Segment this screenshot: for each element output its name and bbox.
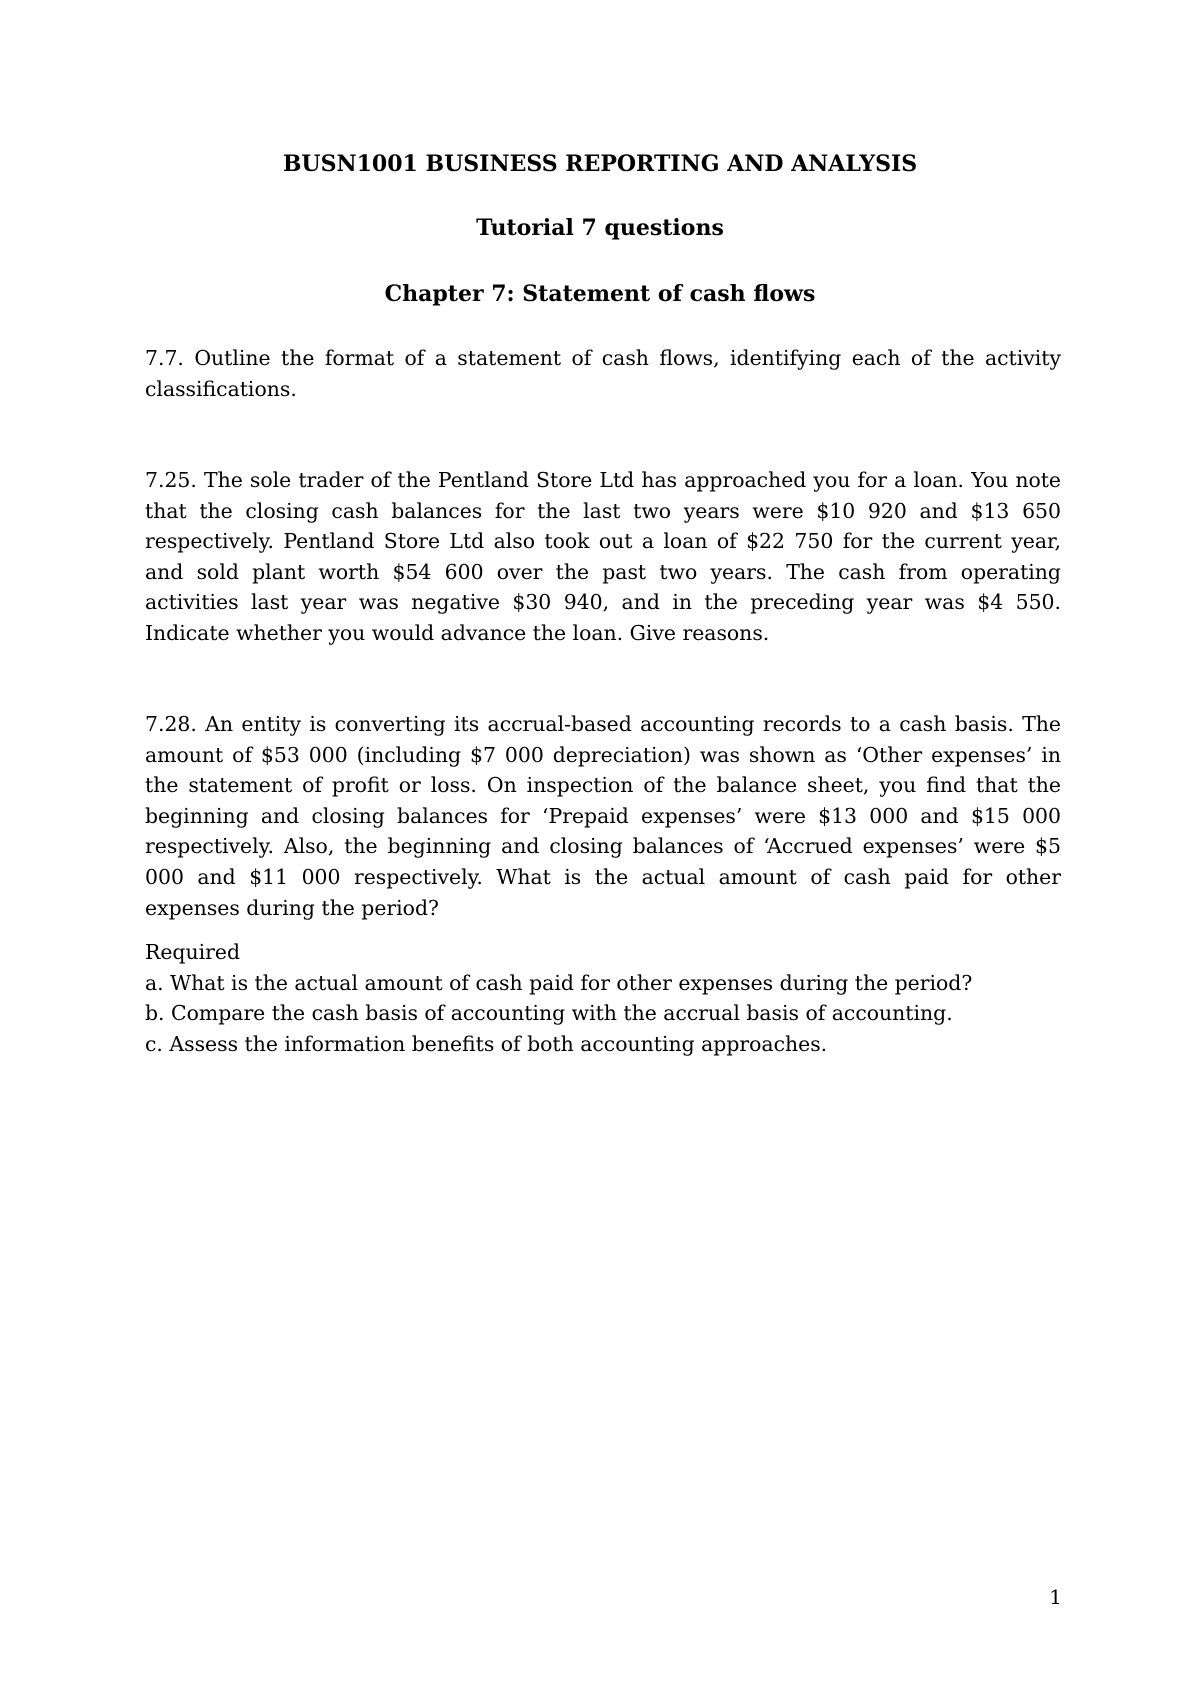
tutorial-title: Tutorial 7 questions (476, 215, 724, 241)
question-7-7: 7.7. Outline the format of a statement of cash flows, identifying each of the activity classifications. (145, 346, 1061, 401)
page-number: 1 (1049, 1585, 1062, 1609)
required-label: Required (145, 940, 240, 964)
required-section (145, 937, 1061, 1059)
required-item-a: a. What is the actual amount of cash paid for other expenses during the period? (145, 970, 973, 995)
question-7-25: 7.25. The sole trader of the Pentland Store Ltd has approached you for a loan. You note that the closing cash balances for the last two years were $10 920 and $13 650 respectively. Pentland Store Ltd also took out a loan of $22 750 for the current year, and sold plant worth $54 600 over the past two years. The cash from operating activities last year was negative $30 940, and in the preceding year was $4 550. Indicate whether you would advance the loan. Give reasons. (145, 468, 1061, 645)
question-7-28: 7.28. An entity is converting its accrual-based accounting records to a cash basis. The amount of $53 000 (including $7 000 depreciation) was shown as ‘Other expenses’ in the statement of profit or loss. On inspection of the balance sheet, you find that the beginning and closing balances for ‘Prepaid expenses’ were $13 000 and $15 000 respectively. Also, the beginning and closing balances of ‘Accrued expenses’ were $5 000 and $11 000 respectively. What is the actual amount of cash paid for other expenses during the period? (145, 712, 1061, 920)
required-item-c: c. Assess the information benefits of both accounting approaches. (145, 1031, 828, 1056)
required-item-b: b. Compare the cash basis of accounting with the accrual basis of accounting. (145, 1001, 953, 1026)
chapter-title: Chapter 7: Statement of cash flows (384, 281, 816, 307)
course-title: BUSN1001 BUSINESS REPORTING AND ANALYSIS (282, 151, 918, 177)
